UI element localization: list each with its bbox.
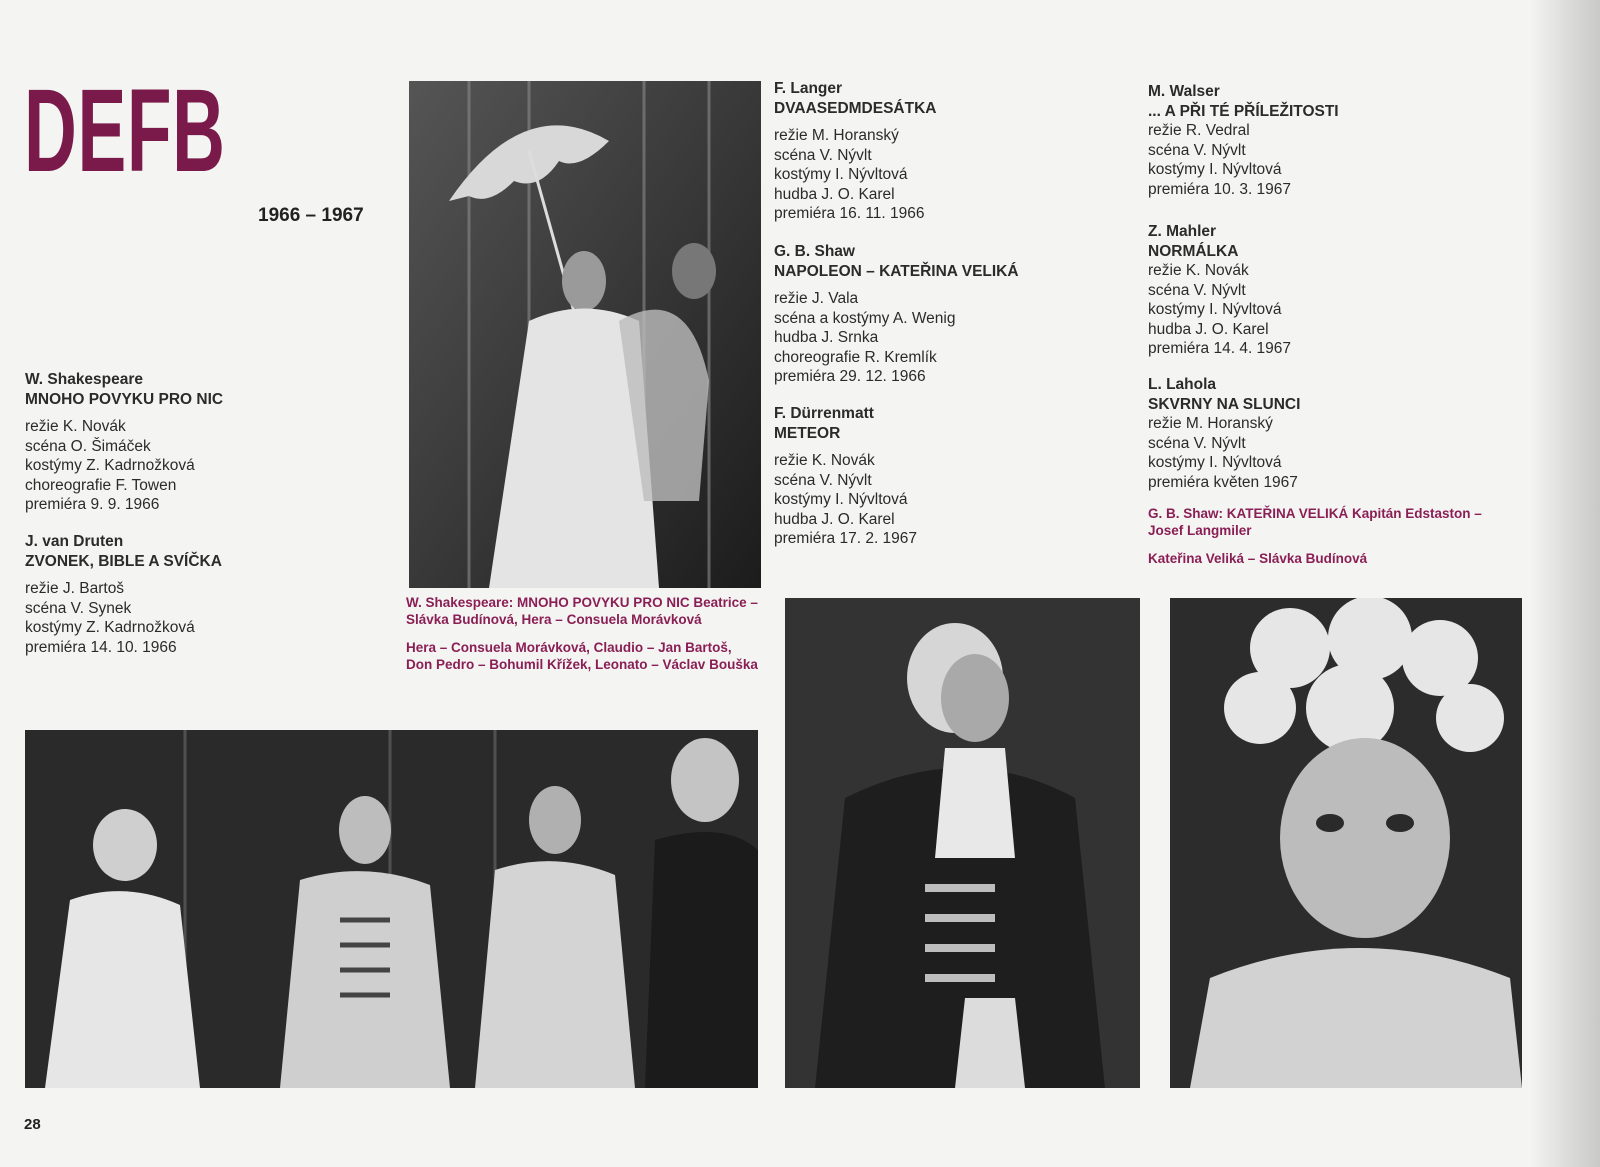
photo-caption-shaw xyxy=(1148,505,1488,578)
production-author: F. Langer xyxy=(774,80,843,97)
production-title: DVAASEDMDESÁTKA xyxy=(774,99,937,117)
production-author: W. Shakespeare xyxy=(25,371,144,388)
season-years: 1966 – 1967 xyxy=(258,205,364,226)
photo-ensemble-scene xyxy=(25,730,758,1088)
photo-beatrice-parasol xyxy=(409,81,761,588)
credit-line: režie K. Novák xyxy=(1148,262,1249,279)
credit-line: režie K. Novák xyxy=(774,452,875,469)
production-author: G. B. Shaw xyxy=(774,243,855,260)
credit-line: scéna V. Synek xyxy=(25,599,132,617)
production-block xyxy=(774,404,917,549)
credit-line: scéna V. Nývlt xyxy=(774,471,872,489)
credit-line: kostýmy I. Nývltová xyxy=(774,491,908,508)
credit-line: scéna a kostýmy A. Wenig xyxy=(774,309,956,327)
caption-paragraph: Kateřina Veliká – Slávka Budínová xyxy=(1148,551,1368,566)
production-title: SKVRNY NA SLUNCI xyxy=(1148,395,1301,413)
credit-line: premiéra 17. 2. 1967 xyxy=(774,530,918,547)
photo-catherine-the-great xyxy=(1170,598,1522,1088)
credit-line: scéna O. Šimáček xyxy=(25,437,151,455)
credit-line: premiéra 14. 4. 1967 xyxy=(1148,340,1292,357)
credit-line: scéna V. Nývlt xyxy=(1148,141,1246,159)
credit-line: kostýmy I. Nývltová xyxy=(1148,161,1282,178)
production-author: L. Lahola xyxy=(1148,376,1217,393)
credit-line: scéna V. Nývlt xyxy=(774,146,872,164)
credit-line: režie J. Vala xyxy=(774,290,859,307)
production-title: NORMÁLKA xyxy=(1148,242,1239,260)
credit-line: režie J. Bartoš xyxy=(25,580,125,597)
credit-line: choreografie F. Towen xyxy=(25,476,177,494)
credit-line: kostýmy Z. Kadrnožková xyxy=(25,619,195,636)
production-title: MNOHO POVYKU PRO NIC xyxy=(25,390,224,408)
credit-line: režie M. Horanský xyxy=(774,127,899,144)
credit-line: scéna V. Nývlt xyxy=(1148,281,1246,299)
production-block xyxy=(25,370,223,515)
production-author: F. Dürrenmatt xyxy=(774,405,874,422)
credit-line: režie R. Vedral xyxy=(1148,122,1250,139)
production-title: ZVONEK, BIBLE A SVÍČKA xyxy=(25,552,222,570)
credit-line: kostýmy I. Nývltová xyxy=(1148,454,1282,471)
credit-line: režie K. Novák xyxy=(25,418,126,435)
credit-line: hudba J. O. Karel xyxy=(1148,320,1269,338)
credit-line: kostýmy I. Nývltová xyxy=(1148,301,1282,318)
credit-line: premiéra 29. 12. 1966 xyxy=(774,368,926,385)
production-author: Z. Mahler xyxy=(1148,223,1217,240)
credit-line: premiéra 9. 9. 1966 xyxy=(25,496,160,513)
production-title: NAPOLEON – KATEŘINA VELIKÁ xyxy=(774,262,1019,280)
production-block xyxy=(774,242,1019,387)
theatre-logo: DEFB xyxy=(24,65,226,197)
credit-line: kostýmy Z. Kadrnožková xyxy=(25,457,195,474)
production-block xyxy=(1148,222,1291,359)
photo-caption-shakespeare xyxy=(406,594,758,684)
credit-line: choreografie R. Kremlík xyxy=(774,348,937,366)
credit-line: hudba J. O. Karel xyxy=(774,185,895,203)
production-block xyxy=(1148,82,1339,199)
caption-paragraph: W. Shakespeare: MNOHO POVYKU PRO NIC Beatrice – Slávka Budínová, Hera – Consuela Morávková xyxy=(406,595,758,627)
credit-line: režie M. Horanský xyxy=(1148,415,1273,432)
production-block xyxy=(774,79,936,224)
page-gutter-shadow xyxy=(1530,0,1600,1167)
production-title: METEOR xyxy=(774,424,841,442)
production-author: J. van Druten xyxy=(25,533,124,550)
caption-paragraph: Hera – Consuela Morávková, Claudio – Jan Bartoš, Don Pedro – Bohumil Křížek, Leonato – Václav Bouška xyxy=(406,640,758,672)
credit-line: kostýmy I. Nývltová xyxy=(774,166,908,183)
credit-line: premiéra 16. 11. 1966 xyxy=(774,205,925,222)
production-author: M. Walser xyxy=(1148,83,1220,100)
page-number: 28 xyxy=(24,1116,41,1133)
photo-captain-edstaston xyxy=(785,598,1140,1088)
production-block xyxy=(25,532,222,657)
production-block xyxy=(1148,375,1300,492)
production-title: ... A PŘI TÉ PŘÍLEŽITOSTI xyxy=(1148,102,1339,120)
credit-line: hudba J. O. Karel xyxy=(774,510,895,528)
credit-line: scéna V. Nývlt xyxy=(1148,434,1246,452)
credit-line: premiéra 10. 3. 1967 xyxy=(1148,180,1292,198)
credit-line: hudba J. Srnka xyxy=(774,329,879,346)
credit-line: premiéra květen 1967 xyxy=(1148,473,1298,491)
caption-paragraph: G. B. Shaw: KATEŘINA VELIKÁ Kapitán Edstaston – Josef Langmiler xyxy=(1148,506,1482,538)
credit-line: premiéra 14. 10. 1966 xyxy=(25,638,177,656)
